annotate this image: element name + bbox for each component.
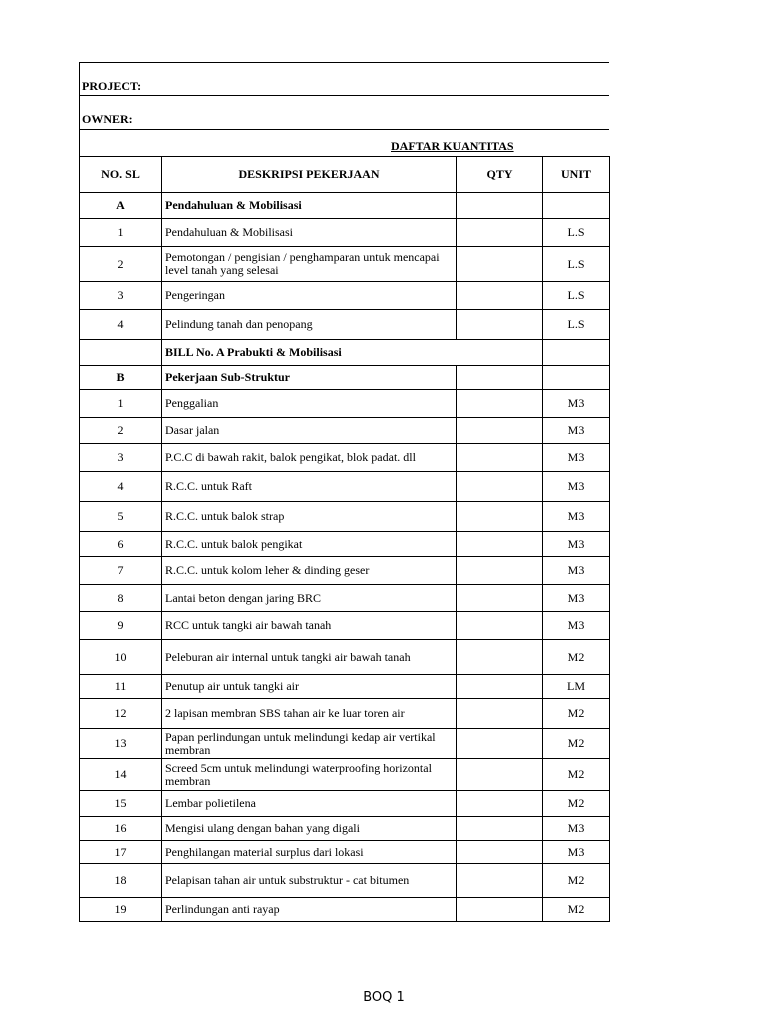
cell-unit[interactable]: M2 bbox=[543, 864, 610, 898]
cell-description[interactable]: R.C.C. untuk Raft bbox=[162, 472, 457, 502]
cell-description[interactable]: R.C.C. untuk balok strap bbox=[162, 502, 457, 532]
cell-no[interactable]: 6 bbox=[80, 532, 162, 557]
cell-qty[interactable] bbox=[457, 472, 543, 502]
table-row bbox=[80, 817, 610, 841]
cell-qty[interactable] bbox=[457, 502, 543, 532]
cell-description[interactable]: Mengisi ulang dengan bahan yang digali bbox=[162, 817, 457, 841]
cell-no[interactable]: 4 bbox=[80, 310, 162, 340]
page-title: DAFTAR KUANTITAS bbox=[391, 139, 514, 153]
cell-unit[interactable]: L.S bbox=[543, 282, 610, 310]
cell-description[interactable]: Peleburan air internal untuk tangki air bawah tanah bbox=[162, 640, 457, 675]
cell-unit[interactable]: M2 bbox=[543, 640, 610, 675]
cell-description[interactable]: R.C.C. untuk kolom leher & dinding geser bbox=[162, 557, 457, 585]
cell-no[interactable]: 3 bbox=[80, 282, 162, 310]
cell-unit[interactable]: M3 bbox=[543, 418, 610, 444]
cell-qty[interactable] bbox=[457, 898, 543, 922]
cell-qty[interactable] bbox=[457, 532, 543, 557]
table-row bbox=[80, 502, 610, 532]
cell-unit[interactable] bbox=[543, 340, 610, 366]
cell-no[interactable]: 10 bbox=[80, 640, 162, 675]
cell-no[interactable]: 1 bbox=[80, 219, 162, 247]
cell-unit[interactable]: M3 bbox=[543, 841, 610, 864]
cell-unit[interactable]: L.S bbox=[543, 310, 610, 340]
cell-qty[interactable] bbox=[457, 791, 543, 817]
table-header-row bbox=[80, 157, 610, 193]
cell-qty[interactable] bbox=[457, 444, 543, 472]
cell-description[interactable]: Penghilangan material surplus dari lokasi bbox=[162, 841, 457, 864]
cell-unit[interactable]: M3 bbox=[543, 390, 610, 418]
cell-qty[interactable] bbox=[457, 675, 543, 699]
cell-description[interactable]: Penutup air untuk tangki air bbox=[162, 675, 457, 699]
cell-no[interactable]: 2 bbox=[80, 418, 162, 444]
cell-no[interactable]: 7 bbox=[80, 557, 162, 585]
cell-no[interactable]: 13 bbox=[80, 729, 162, 759]
sheet-left-border bbox=[79, 62, 80, 156]
table-row bbox=[80, 193, 610, 219]
cell-no[interactable]: B bbox=[80, 366, 162, 390]
table-row bbox=[80, 675, 610, 699]
cell-no[interactable]: 11 bbox=[80, 675, 162, 699]
cell-unit[interactable]: M3 bbox=[543, 612, 610, 640]
cell-unit[interactable]: M2 bbox=[543, 729, 610, 759]
column-header-no: NO. SL bbox=[80, 157, 162, 193]
table-row bbox=[80, 898, 610, 922]
cell-unit[interactable]: M2 bbox=[543, 898, 610, 922]
table-row bbox=[80, 418, 610, 444]
cell-description[interactable]: Dasar jalan bbox=[162, 418, 457, 444]
table-row bbox=[80, 532, 610, 557]
owner-label: OWNER: bbox=[82, 112, 133, 126]
cell-no[interactable]: 3 bbox=[80, 444, 162, 472]
cell-no[interactable]: 8 bbox=[80, 585, 162, 612]
cell-unit[interactable]: M3 bbox=[543, 472, 610, 502]
cell-no[interactable]: 16 bbox=[80, 817, 162, 841]
cell-no[interactable]: 9 bbox=[80, 612, 162, 640]
cell-no[interactable]: 4 bbox=[80, 472, 162, 502]
project-row-border bbox=[79, 95, 609, 96]
cell-description[interactable]: Pengeringan bbox=[162, 282, 457, 310]
table-row bbox=[80, 699, 610, 729]
table-row bbox=[80, 390, 610, 418]
table-row bbox=[80, 864, 610, 898]
cell-no[interactable]: 19 bbox=[80, 898, 162, 922]
table-row bbox=[80, 282, 610, 310]
owner-row-border bbox=[79, 129, 609, 130]
cell-no[interactable]: 12 bbox=[80, 699, 162, 729]
cell-no[interactable]: 2 bbox=[80, 247, 162, 282]
cell-description[interactable]: Pendahuluan & Mobilisasi bbox=[162, 219, 457, 247]
cell-description[interactable]: Perlindungan anti rayap bbox=[162, 898, 457, 922]
cell-qty[interactable] bbox=[457, 282, 543, 310]
cell-qty[interactable] bbox=[457, 418, 543, 444]
cell-unit[interactable]: M3 bbox=[543, 444, 610, 472]
cell-no[interactable]: 18 bbox=[80, 864, 162, 898]
cell-description[interactable]: Penggalian bbox=[162, 390, 457, 418]
cell-unit[interactable] bbox=[543, 193, 610, 219]
table-row bbox=[80, 585, 610, 612]
table-row bbox=[80, 444, 610, 472]
cell-qty[interactable] bbox=[457, 585, 543, 612]
cell-description[interactable]: RCC untuk tangki air bawah tanah bbox=[162, 612, 457, 640]
table-row bbox=[80, 841, 610, 864]
cell-description[interactable]: Pelindung tanah dan penopang bbox=[162, 310, 457, 340]
cell-unit[interactable]: M3 bbox=[543, 585, 610, 612]
cell-description[interactable]: Papan perlindungan untuk melindungi kedap air vertikal membran bbox=[162, 729, 457, 759]
cell-qty[interactable] bbox=[457, 390, 543, 418]
cell-unit[interactable]: LM bbox=[543, 675, 610, 699]
cell-description[interactable]: Pelapisan tahan air untuk substruktur - cat bitumen bbox=[162, 864, 457, 898]
cell-unit[interactable]: M3 bbox=[543, 532, 610, 557]
cell-description[interactable]: P.C.C di bawah rakit, balok pengikat, blok padat. dll bbox=[162, 444, 457, 472]
cell-unit[interactable]: M3 bbox=[543, 817, 610, 841]
cell-no[interactable]: 5 bbox=[80, 502, 162, 532]
cell-qty[interactable] bbox=[457, 366, 543, 390]
cell-no[interactable]: 17 bbox=[80, 841, 162, 864]
cell-unit[interactable]: L.S bbox=[543, 247, 610, 282]
project-label: PROJECT: bbox=[82, 79, 142, 93]
cell-no[interactable]: 15 bbox=[80, 791, 162, 817]
cell-qty[interactable] bbox=[457, 699, 543, 729]
cell-description[interactable]: R.C.C. untuk balok pengikat bbox=[162, 532, 457, 557]
table-row bbox=[80, 557, 610, 585]
cell-qty[interactable] bbox=[457, 219, 543, 247]
cell-qty[interactable] bbox=[457, 640, 543, 675]
boq-table bbox=[79, 156, 610, 922]
table-row bbox=[80, 472, 610, 502]
table-row bbox=[80, 791, 610, 817]
cell-description[interactable]: BILL No. A Prabukti & Mobilisasi bbox=[162, 340, 543, 366]
cell-qty[interactable] bbox=[457, 864, 543, 898]
cell-no[interactable]: 1 bbox=[80, 390, 162, 418]
cell-description[interactable]: Screed 5cm untuk melindungi waterproofing horizontal membran bbox=[162, 759, 457, 791]
cell-unit[interactable]: M2 bbox=[543, 759, 610, 791]
table-row bbox=[80, 340, 610, 366]
cell-no[interactable] bbox=[80, 340, 162, 366]
cell-description[interactable]: Pemotongan / pengisian / penghamparan untuk mencapai level tanah yang selesai bbox=[162, 247, 457, 282]
cell-qty[interactable] bbox=[457, 612, 543, 640]
cell-qty[interactable] bbox=[457, 557, 543, 585]
sheet-top-border bbox=[79, 62, 609, 63]
column-header-description: DESKRIPSI PEKERJAAN bbox=[162, 157, 457, 193]
table-row bbox=[80, 612, 610, 640]
cell-no[interactable]: 14 bbox=[80, 759, 162, 791]
cell-description[interactable]: Lantai beton dengan jaring BRC bbox=[162, 585, 457, 612]
cell-description[interactable]: 2 lapisan membran SBS tahan air ke luar toren air bbox=[162, 699, 457, 729]
table-row bbox=[80, 219, 610, 247]
cell-unit[interactable]: M2 bbox=[543, 791, 610, 817]
cell-unit[interactable]: M3 bbox=[543, 557, 610, 585]
cell-unit[interactable]: M2 bbox=[543, 699, 610, 729]
cell-unit[interactable] bbox=[543, 366, 610, 390]
table-row bbox=[80, 640, 610, 675]
table-row bbox=[80, 247, 610, 282]
cell-qty[interactable] bbox=[457, 310, 543, 340]
sheet-tab[interactable]: BOQ 1 bbox=[363, 990, 405, 1005]
cell-description[interactable]: Pekerjaan Sub-Struktur bbox=[162, 366, 457, 390]
cell-qty[interactable] bbox=[457, 817, 543, 841]
cell-unit[interactable]: L.S bbox=[543, 219, 610, 247]
column-header-unit: UNIT bbox=[543, 157, 610, 193]
cell-unit[interactable]: M3 bbox=[543, 502, 610, 532]
table-row bbox=[80, 310, 610, 340]
column-header-qty: QTY bbox=[457, 157, 543, 193]
cell-qty[interactable] bbox=[457, 759, 543, 791]
cell-description[interactable]: Pendahuluan & Mobilisasi bbox=[162, 193, 457, 219]
cell-description[interactable]: Lembar polietilena bbox=[162, 791, 457, 817]
boq-table-body bbox=[80, 157, 610, 922]
cell-no[interactable]: A bbox=[80, 193, 162, 219]
cell-qty[interactable] bbox=[457, 247, 543, 282]
cell-qty[interactable] bbox=[457, 729, 543, 759]
table-row bbox=[80, 366, 610, 390]
cell-qty[interactable] bbox=[457, 193, 543, 219]
cell-qty[interactable] bbox=[457, 841, 543, 864]
table-row bbox=[80, 759, 610, 791]
table-row bbox=[80, 729, 610, 759]
